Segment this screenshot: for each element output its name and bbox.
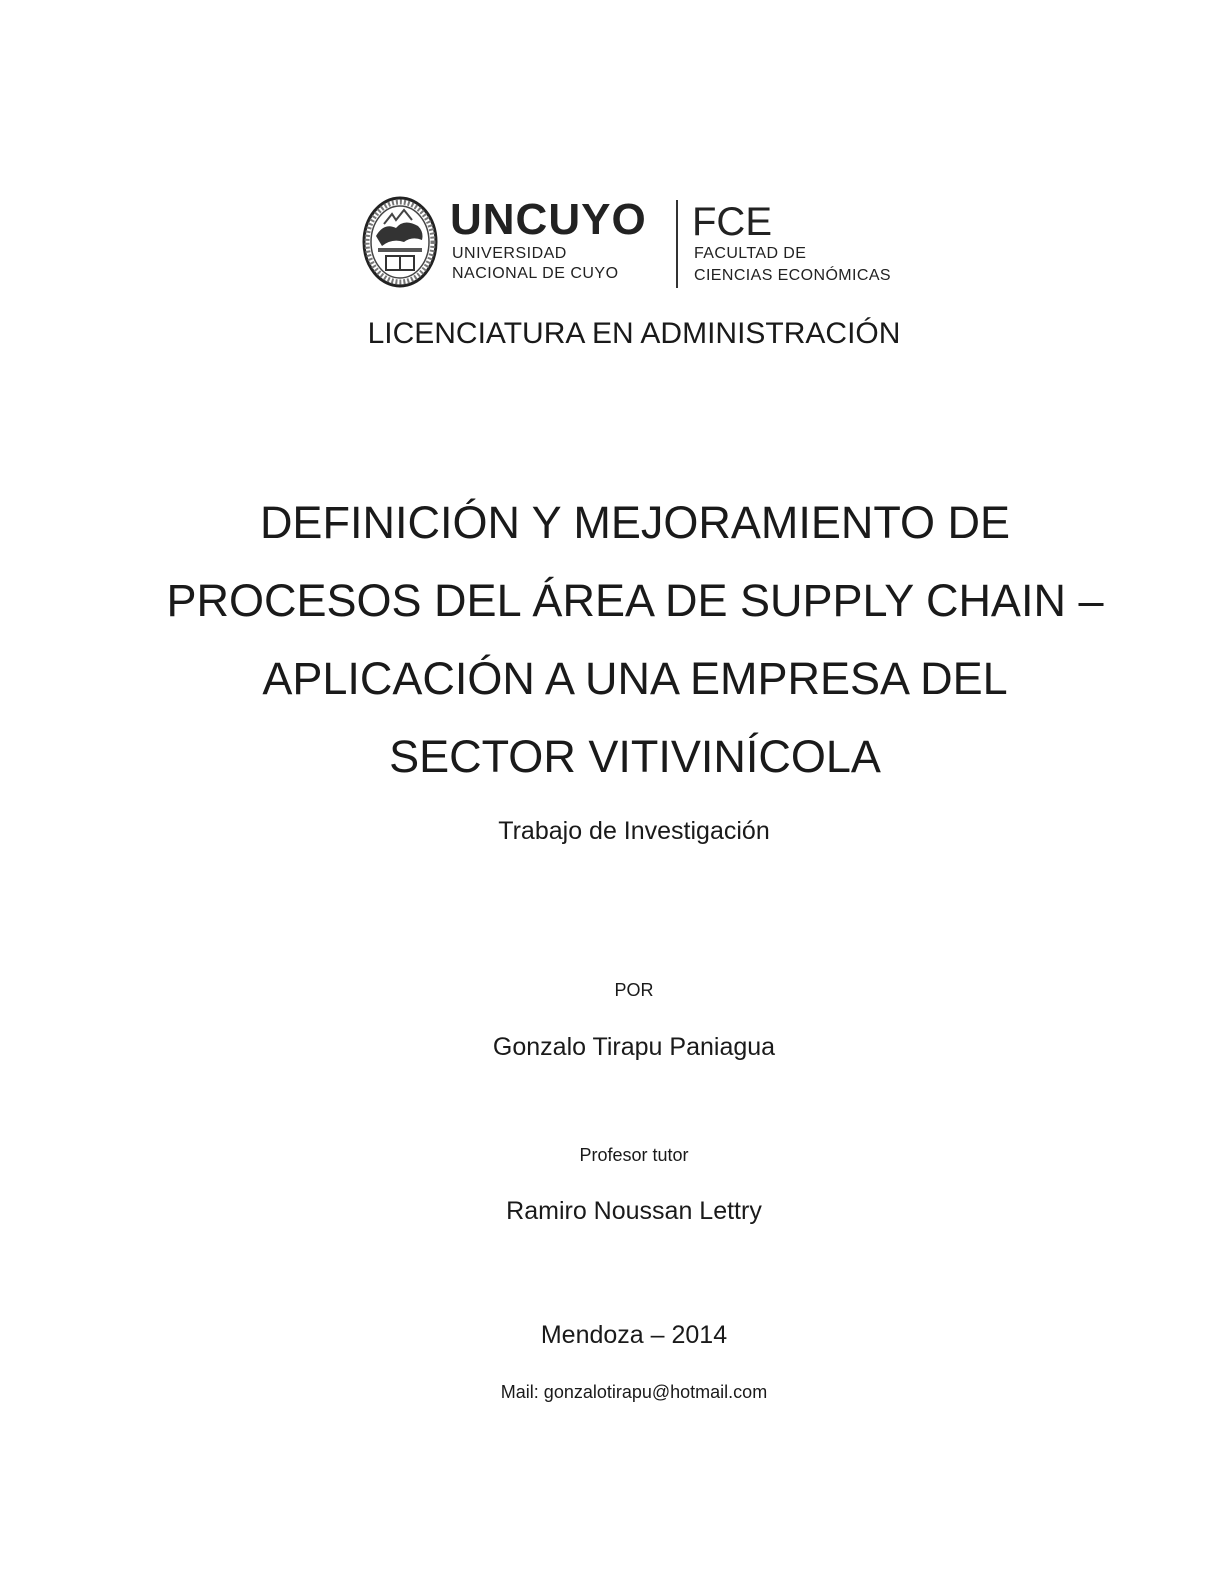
tutor-name: Ramiro Noussan Lettry: [506, 1197, 762, 1225]
work-type: Trabajo de Investigación: [498, 817, 770, 845]
thesis-title: [90, 484, 1180, 796]
thesis-title-line: DEFINICIÓN Y MEJORAMIENTO DE: [259, 497, 1011, 548]
degree-program: LICENCIATURA EN ADMINISTRACIÓN: [367, 317, 901, 350]
contact-email: Mail: gonzalotirapu@hotmail.com: [500, 1382, 768, 1402]
institution-logo: [362, 196, 902, 292]
logo-divider: [676, 200, 678, 288]
faculty-name: FCE: [692, 200, 772, 244]
thesis-title-line: PROCESOS DEL ÁREA DE SUPPLY CHAIN –: [166, 575, 1104, 626]
by-label: POR: [614, 980, 654, 1000]
university-name: UNCUYO: [450, 195, 647, 244]
university-seal-icon: [362, 196, 438, 288]
faculty-subtitle-line1: FACULTAD DE: [694, 245, 807, 262]
tutor-label: Profesor tutor: [579, 1145, 689, 1165]
thesis-title-line: APLICACIÓN A UNA EMPRESA DEL: [262, 653, 1008, 704]
university-subtitle-line1: UNIVERSIDAD: [452, 245, 567, 262]
university-subtitle-line2: NACIONAL DE CUYO: [452, 265, 619, 282]
place-and-date: Mendoza – 2014: [540, 1321, 728, 1349]
author-name: Gonzalo Tirapu Paniagua: [492, 1033, 776, 1061]
faculty-subtitle-line2: CIENCIAS ECONÓMICAS: [694, 267, 891, 284]
thesis-title-line: SECTOR VITIVINÍCOLA: [389, 731, 881, 782]
